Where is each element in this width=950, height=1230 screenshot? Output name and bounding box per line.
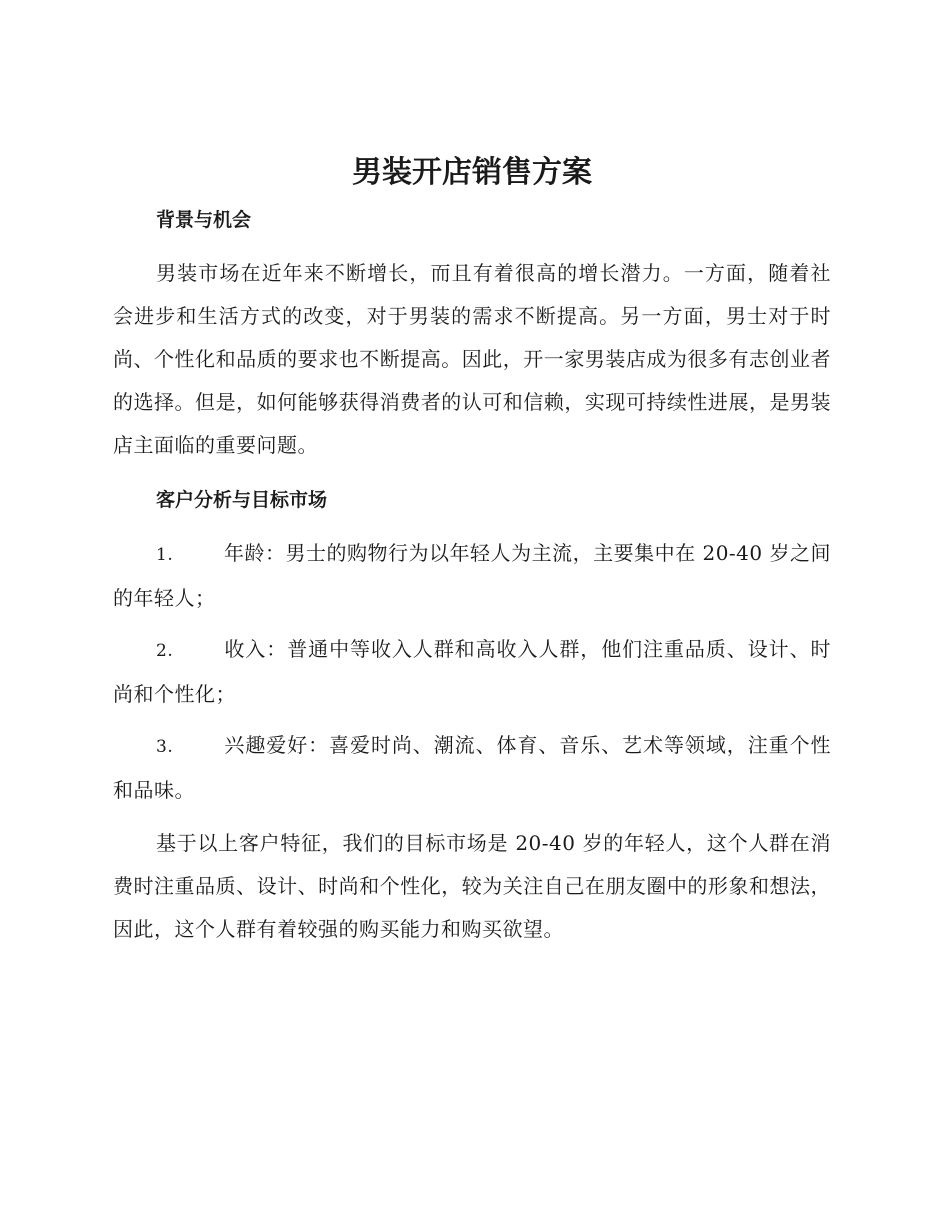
target-market-paragraph: 基于以上客户特征，我们的目标市场是 20-40 岁的年轻人，这个人群在消费时注重品质、设计、时尚和个性化，较为关注自己在朋友圈中的形象和想法，因此，这个人群有着较强的购买能力和购买欲望。: [113, 831, 831, 941]
list-item-age: [113, 532, 831, 620]
list-text: 兴趣爱好：喜爱时尚、潮流、体育、音乐、艺术等领域，注重个性和品味。: [113, 733, 831, 802]
background-paragraph: 男装市场在近年来不断增长，而且有着很高的增长潜力。一方面，随着社会进步和生活方式的改变，对于男装的需求不断提高。另一方面，男士对于时尚、个性化和品质的要求也不断提高。因此，开一家男装店成为很多有志创业者的选择。但是，如何能够获得消费者的认可和信赖，实现可持续性进展，是男装店主面临的重要问题。: [113, 261, 831, 457]
section-heading-background: 背景与机会: [156, 209, 252, 231]
list-text: 收入：普通中等收入人群和高收入人群，他们注重品质、设计、时尚和个性化；: [113, 637, 831, 706]
list-item-interests: [113, 724, 831, 812]
list-text: 年龄：男士的购物行为以年轻人为主流，主要集中在 20-40 岁之间的年轻人；: [113, 541, 831, 610]
list-number: 3.: [156, 737, 174, 757]
section-heading-customer-analysis: 客户分析与目标市场: [156, 489, 328, 511]
document-title: 男装开店销售方案: [352, 155, 592, 190]
list-number: 2.: [156, 641, 174, 661]
list-number: 1.: [156, 545, 174, 565]
list-item-income: [113, 628, 831, 716]
